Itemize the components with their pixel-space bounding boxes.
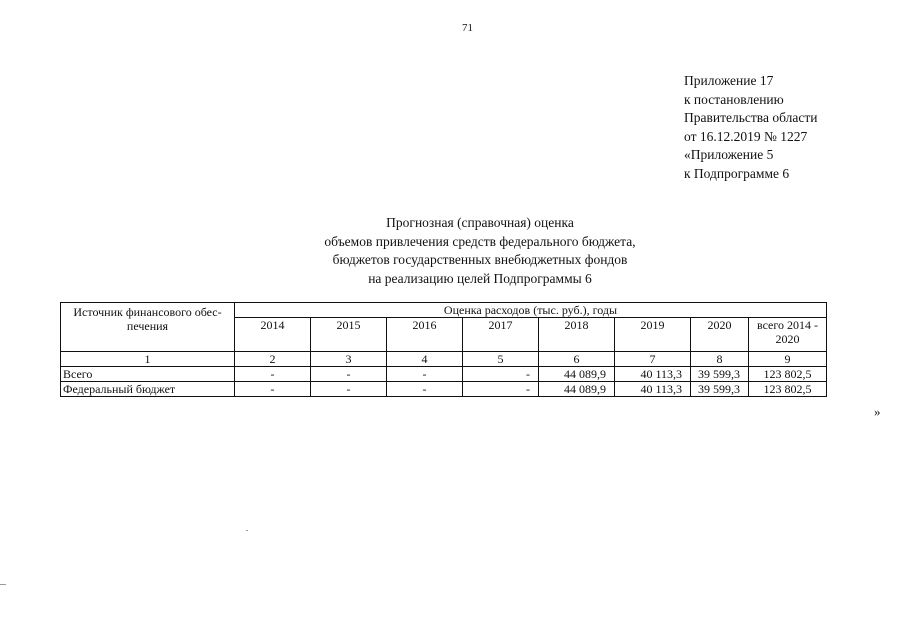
appendix-line: от 16.12.2019 № 1227 — [684, 128, 808, 144]
appendix-line: Правительства области — [684, 110, 818, 125]
column-number-row — [61, 352, 827, 367]
appendix-line: Приложение 17 — [684, 73, 774, 88]
value-cell: 44 089,9 — [539, 367, 615, 382]
value-cell: - — [463, 367, 539, 382]
value-cell: - — [311, 382, 387, 397]
value-cell: 123 802,5 — [749, 382, 827, 397]
total-header-cell — [749, 318, 827, 352]
table-row — [61, 367, 827, 382]
source-header-cell — [61, 303, 235, 352]
value-cell: 40 113,3 — [615, 367, 691, 382]
title-line: на реализацию целей Подпрограммы 6 — [368, 270, 592, 286]
value-cell: 44 089,9 — [539, 382, 615, 397]
row-source-cell: Федеральный бюджет — [61, 382, 235, 397]
appendix-line: к постановлению — [684, 91, 784, 107]
row-source-cell: Всего — [61, 367, 235, 382]
year-header-cell: 2020 — [691, 318, 749, 352]
value-cell: - — [235, 382, 311, 397]
year-header-cell: 2019 — [615, 318, 691, 352]
total-header-line: 2020 — [775, 332, 800, 346]
year-header-cell: 2018 — [539, 318, 615, 352]
document-title — [270, 214, 690, 288]
value-cell: - — [463, 382, 539, 397]
estimate-header-cell: Оценка расходов (тыс. руб.), годы — [235, 303, 827, 318]
value-cell: - — [387, 382, 463, 397]
value-cell: 39 599,3 — [691, 382, 749, 397]
column-number-cell: 6 — [539, 352, 615, 367]
year-header-cell: 2016 — [387, 318, 463, 352]
appendix-line: к Подпрограмме 6 — [684, 165, 790, 181]
value-cell: - — [387, 367, 463, 382]
value-cell: 39 599,3 — [691, 367, 749, 382]
appendix-line: «Приложение 5 — [684, 147, 774, 162]
source-header-line: печения — [126, 319, 169, 333]
value-cell: 123 802,5 — [749, 367, 827, 382]
title-line: бюджетов государственных внебюджетных фондов — [332, 252, 628, 267]
appendix-block — [684, 72, 817, 183]
title-line: объемов привлечения средств федерального бюджета, — [324, 233, 636, 249]
total-header-line: всего 2014 - — [756, 318, 818, 332]
value-cell: - — [311, 367, 387, 382]
scan-smudge — [0, 584, 6, 585]
page-number: 71 — [462, 22, 473, 34]
column-number-cell: 9 — [749, 352, 827, 367]
scan-smudge — [246, 530, 248, 531]
column-number-cell: 2 — [235, 352, 311, 367]
column-number-cell: 4 — [387, 352, 463, 367]
column-number-cell: 8 — [691, 352, 749, 367]
year-header-cell: 2014 — [235, 318, 311, 352]
column-number-cell: 3 — [311, 352, 387, 367]
column-number-cell: 1 — [61, 352, 235, 367]
value-cell: 40 113,3 — [615, 382, 691, 397]
column-number-cell: 5 — [463, 352, 539, 367]
header-row — [61, 303, 827, 318]
year-header-cell: 2015 — [311, 318, 387, 352]
closing-quote: » — [874, 404, 881, 419]
title-line: Прогнозная (справочная) оценка — [386, 215, 574, 230]
financing-table — [60, 302, 827, 397]
column-number-cell: 7 — [615, 352, 691, 367]
value-cell: - — [235, 367, 311, 382]
source-header-line: Источник финансового обес- — [73, 305, 222, 319]
table-row — [61, 382, 827, 397]
year-header-cell: 2017 — [463, 318, 539, 352]
